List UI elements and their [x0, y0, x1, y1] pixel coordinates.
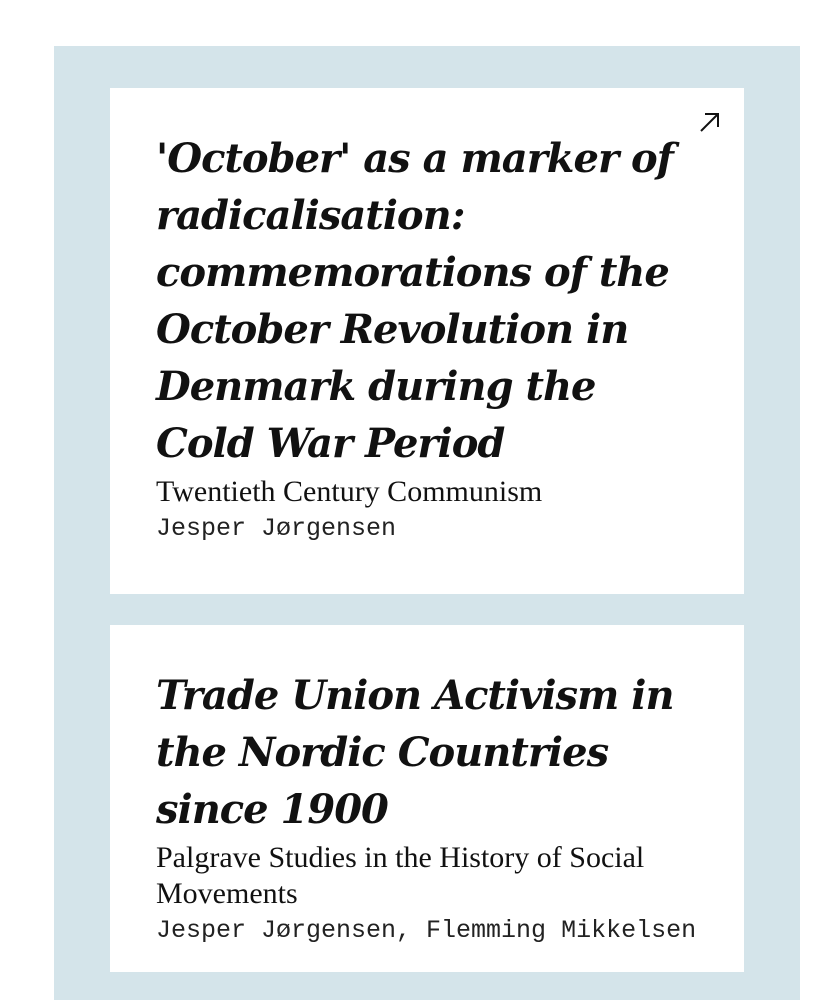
results-panel — [54, 46, 800, 1000]
publication-series: Palgrave Studies in the History of Social Movements — [156, 841, 645, 910]
publication-authors: Jesper Jørgensen, Flemming Mikkelsen — [156, 916, 697, 945]
publication-card[interactable] — [110, 625, 744, 972]
arrow-up-right-icon[interactable] — [696, 108, 724, 136]
publication-series: Twentieth Century Communism — [156, 475, 543, 508]
publication-title[interactable]: Trade Union Activism in the Nordic Countries since 1900 — [156, 672, 674, 833]
publication-card[interactable] — [110, 88, 744, 594]
publication-authors: Jesper Jørgensen — [156, 514, 397, 543]
publication-title[interactable]: 'October' as a marker of radicalisation: commemorations of the October Revolution in Denmark during the Cold War Period — [156, 135, 673, 467]
